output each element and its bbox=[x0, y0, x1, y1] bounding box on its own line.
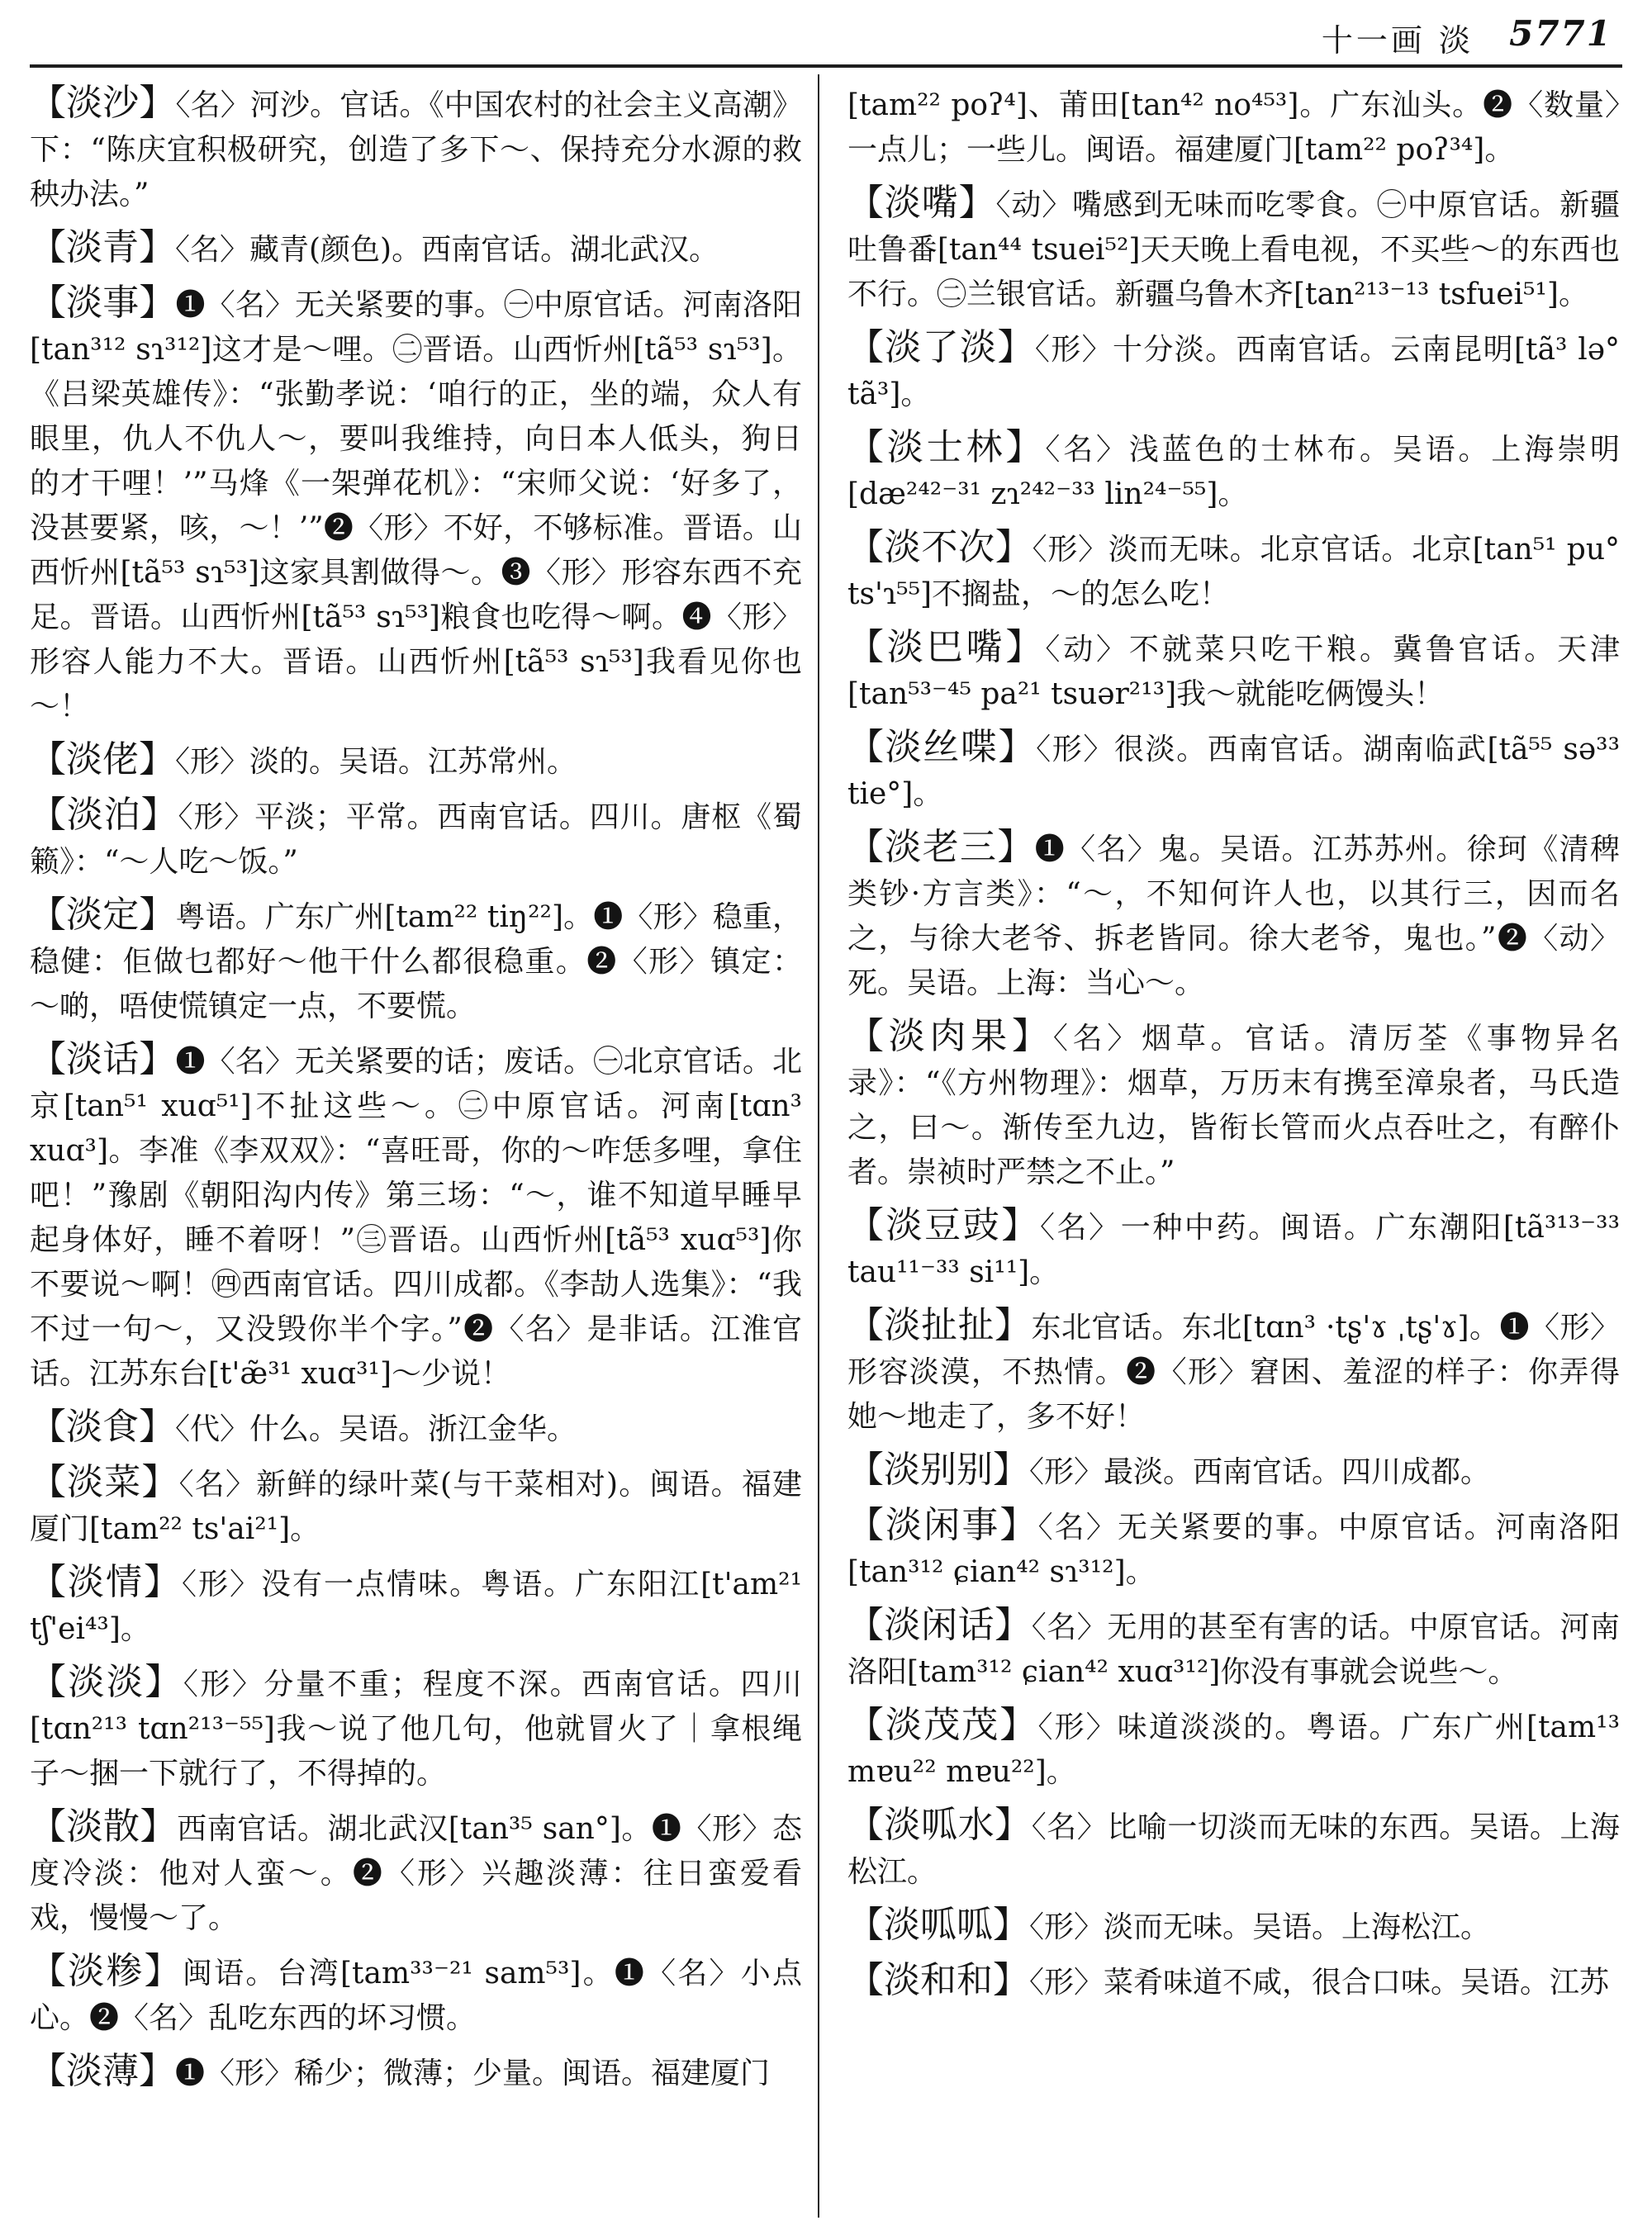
entry-headword: 【淡薄】 bbox=[30, 2050, 175, 2092]
dictionary-entry bbox=[847, 625, 1620, 717]
dictionary-entry bbox=[30, 281, 802, 729]
entry-definition: 〈形〉淡而无味。北京官话。北京[tan⁵¹ pu° ts'ɿ⁵⁵]不搁盐，～的怎么吃！ bbox=[847, 533, 1620, 611]
entry-definition: 〈代〉什么。吴语。浙江金华。 bbox=[175, 1412, 577, 1446]
entry-definition: 东北官话。东北[tɑn³ ·tʂ'ɤ ˌtʂ'ɤ]。❶〈形〉形容淡漠，不热情。❷〈形〉窘困、羞涩的样子：你弄得她～地走了，多不好！ bbox=[847, 1311, 1620, 1434]
entry-definition: 〈形〉味道淡淡的。粤语。广东广州[tam¹³ mɐu²² mɐu²²]。 bbox=[847, 1710, 1620, 1789]
entry-headword: 【淡菜】 bbox=[30, 1461, 179, 1503]
entry-headword: 【淡肉果】 bbox=[847, 1015, 1053, 1057]
entry-definition: 〈形〉分量不重；程度不深。西南官话。四川[tɑn²¹³ tɑn²¹³⁻⁵⁵]我～说了他几句，他就冒火了｜拿根绳子～捆一下就行了，不得掉的。 bbox=[30, 1668, 802, 1791]
entry-definition: ❶〈名〉无关紧要的话；废话。㊀北京官话。北京[tan⁵¹ xuɑ⁵¹]不扯这些～。㊁中原官话。河南[tɑn³ xuɑ³]。李准《李双双》：“喜旺哥，你的～咋恁多哩，拿住吧！”豫剧《朝阳沟内传》第三场：“～，谁不知道早睡早起身体好，睡不着呀！”㊂晋语。山西忻州[tã⁵³ xuɑ⁵³]你不要说～啊！㊃西南官话。四川成都。《李劼人选集》：“我不过一句～，又没毁你半个字。”❷〈名〉是非话。江淮官话。江苏东台[t'æ̃³¹ xuɑ³¹]～少说！ bbox=[30, 1045, 802, 1391]
entry-headword: 【淡不次】 bbox=[847, 526, 1032, 568]
dictionary-entry bbox=[847, 825, 1620, 1006]
entry-definition: 〈形〉很淡。西南官话。湖南临武[tã⁵⁵ sə³³ tie°]。 bbox=[847, 733, 1620, 811]
entry-definition: 〈名〉烟草。官话。清厉荃《事物异名录》：“《方州物理》：烟草，万历末有携至漳泉者，马氏造之，曰～。渐传至九边，皆衔长管而火点吞吐之，有醉仆者。崇祯时严禁之不止。” bbox=[847, 1022, 1620, 1189]
entry-definition: 〈动〉不就菜只吃干粮。冀鲁官话。天津[tan⁵³⁻⁴⁵ pa²¹ tsuər²¹³]我～就能吃俩馒头！ bbox=[847, 633, 1620, 711]
entry-headword: 【淡呱水】 bbox=[847, 1804, 1032, 1846]
entry-headword: 【淡了淡】 bbox=[847, 326, 1035, 368]
dictionary-entry bbox=[847, 1958, 1620, 2005]
dictionary-entry bbox=[30, 1037, 802, 1397]
entry-headword: 【淡青】 bbox=[30, 226, 175, 268]
entry-headword: 【淡散】 bbox=[30, 1805, 178, 1848]
dictionary-entry bbox=[847, 1803, 1620, 1895]
dictionary-entry bbox=[847, 181, 1620, 317]
right-column bbox=[847, 81, 1620, 2216]
dictionary-entry bbox=[30, 738, 802, 785]
entry-headword: 【淡食】 bbox=[30, 1406, 175, 1448]
dictionary-entry bbox=[847, 1014, 1620, 1195]
entry-definition: 〈形〉淡的。吴语。江苏常州。 bbox=[175, 745, 577, 779]
column-divider bbox=[818, 74, 819, 2218]
entry-definition: 粤语。广东广州[tam²² tiŋ²²]。❶〈形〉稳重，稳健：佢做乜都好～他干什么都很稳重。❷〈形〉镇定：～啲，唔使慌镇定一点，不要慌。 bbox=[30, 900, 802, 1023]
entry-definition: ❶〈形〉稀少；微薄；少量。闽语。福建厦门 bbox=[175, 2057, 771, 2090]
dictionary-entry bbox=[847, 1703, 1620, 1795]
dictionary-entry bbox=[847, 325, 1620, 417]
entry-definition: [tam²² poʔ⁴]、莆田[tan⁴² no⁴⁵³]。广东汕头。❷〈数量〉一点儿；一些儿。闽语。福建厦门[tam²² poʔ³⁴]。 bbox=[847, 88, 1620, 167]
dictionary-entry bbox=[30, 1805, 802, 1941]
entry-definition: 西南官话。湖北武汉[tan³⁵ san°]。❶〈形〉态度冷淡：他对人蛮～。❷〈形〉兴趣淡薄：往日蛮爱看戏，慢慢～了。 bbox=[30, 1812, 802, 1935]
left-column bbox=[30, 81, 802, 2216]
entry-definition: 〈名〉新鲜的绿叶菜(与干菜相对)。闽语。福建厦门[tam²² ts'ai²¹]。 bbox=[30, 1468, 802, 1546]
entry-headword: 【淡佬】 bbox=[30, 738, 175, 780]
entry-headword: 【淡呱呱】 bbox=[847, 1904, 1029, 1946]
dictionary-entry bbox=[30, 1949, 802, 2041]
entry-definition: 〈名〉藏青(颜色)。西南官话。湖北武汉。 bbox=[175, 233, 719, 267]
page-header bbox=[30, 0, 1622, 68]
entry-definition: 闽语。台湾[tam³³⁻²¹ sam⁵³]。❶〈名〉小点心。❷〈名〉乱吃东西的坏习惯。 bbox=[30, 1957, 802, 2035]
entry-headword: 【淡豆豉】 bbox=[847, 1204, 1040, 1246]
entry-headword: 【淡别别】 bbox=[847, 1449, 1029, 1491]
entry-definition: 〈名〉浅蓝色的士林布。吴语。上海崇明[dæ²⁴²⁻³¹ zɿ²⁴²⁻³³ lin²⁴⁻⁵⁵]。 bbox=[847, 433, 1620, 511]
dictionary-entry bbox=[847, 1503, 1620, 1595]
dictionary-entry bbox=[847, 1903, 1620, 1950]
dictionary-entry bbox=[30, 893, 802, 1029]
dictionary-entry bbox=[30, 2049, 802, 2096]
entry-definition: 〈形〉最淡。西南官话。四川成都。 bbox=[1029, 1455, 1491, 1489]
dictionary-entry bbox=[30, 1660, 802, 1796]
dictionary-entry bbox=[30, 1405, 802, 1452]
entry-headword: 【淡闲事】 bbox=[847, 1504, 1038, 1546]
dictionary-entry bbox=[30, 793, 802, 885]
dictionary-entry bbox=[847, 425, 1620, 517]
entry-headword: 【淡嘴】 bbox=[847, 182, 996, 224]
entry-headword: 【淡定】 bbox=[30, 894, 176, 936]
dictionary-entry bbox=[30, 1460, 802, 1552]
dictionary-entry bbox=[30, 1560, 802, 1652]
entry-definition: 〈形〉十分淡。西南官话。云南昆明[tã³ lə° tã³]。 bbox=[847, 333, 1620, 411]
entry-definition: 〈形〉淡而无味。吴语。上海松江。 bbox=[1029, 1910, 1491, 1944]
entry-definition: 〈名〉无用的甚至有害的话。中原官话。河南洛阳[tam³¹² ɕian⁴² xuɑ³¹²]你没有事就会说些～。 bbox=[847, 1611, 1620, 1689]
entry-definition: 〈形〉平淡；平常。西南官话。四川。唐枢《蜀籁》：“～人吃～饭。” bbox=[30, 800, 802, 879]
dictionary-entry bbox=[847, 525, 1620, 617]
entry-headword: 【淡扯扯】 bbox=[847, 1304, 1032, 1346]
entry-headword: 【淡和和】 bbox=[847, 1959, 1029, 2001]
entry-definition: ❶〈名〉鬼。吴语。江苏苏州。徐珂《清稗类钞·方言类》：“～，不知何许人也，以其行三，因而名之，与徐大老爷、拆老皆同。徐大老爷，鬼也。”❷〈动〉死。吴语。上海：当心～。 bbox=[847, 833, 1620, 1000]
entry-definition: 〈名〉无关紧要的事。中原官话。河南洛阳[tan³¹² ɕian⁴² sɿ³¹²]。 bbox=[847, 1511, 1620, 1589]
entry-headword: 【淡丝喋】 bbox=[847, 726, 1037, 768]
entry-definition: 〈形〉没有一点情味。粤语。广东阳江[t'am²¹ tʃ'ei⁴³]。 bbox=[30, 1568, 802, 1646]
dictionary-entry bbox=[30, 225, 802, 273]
entry-headword: 【淡闲话】 bbox=[847, 1604, 1032, 1646]
entry-headword: 【淡士林】 bbox=[847, 426, 1046, 468]
dictionary-entry bbox=[847, 1603, 1620, 1695]
dictionary-entry bbox=[847, 1303, 1620, 1440]
dictionary-entry bbox=[847, 81, 1620, 173]
entry-headword: 【淡沙】 bbox=[30, 82, 176, 124]
entry-headword: 【淡泊】 bbox=[30, 794, 178, 836]
entry-headword: 【淡茂茂】 bbox=[847, 1704, 1038, 1746]
entry-headword: 【淡老三】 bbox=[847, 826, 1035, 868]
entry-definition: 〈名〉河沙。官话。《中国农村的社会主义高潮》下：“陈庆宜积极研究，创造了多下～、保持充分水源的救秧办法。” bbox=[30, 88, 802, 211]
entry-headword: 【淡情】 bbox=[30, 1561, 183, 1603]
entry-definition: 〈名〉比喻一切淡而无味的东西。吴语。上海松江。 bbox=[847, 1810, 1620, 1889]
entry-headword: 【淡事】 bbox=[30, 282, 176, 324]
entry-definition: 〈动〉嘴感到无味而吃零食。㊀中原官话。新疆吐鲁番[tan⁴⁴ tsuei⁵²]天天晚上看电视，不买些～的东西也不行。㊁兰银官话。新疆乌鲁木齐[tan²¹³⁻¹³ tsfuei⁵¹]。 bbox=[847, 188, 1620, 311]
dictionary-entry bbox=[847, 725, 1620, 817]
dictionary-entry bbox=[30, 81, 802, 217]
page-number: 5771 bbox=[1509, 13, 1612, 54]
entry-definition: 〈名〉一种中药。闽语。广东潮阳[tã³¹³⁻³³ tau¹¹⁻³³ si¹¹]。 bbox=[847, 1211, 1620, 1289]
entry-definition: ❶〈名〉无关紧要的事。㊀中原官话。河南洛阳[tan³¹² sɿ³¹²]这才是～哩。㊁晋语。山西忻州[tã⁵³ sɿ⁵³]。《吕梁英雄传》：“张勤孝说：‘咱行的正，坐的端，众人有眼里，仇人不仇人～，要叫我维持，向日本人低头，狗日的才干哩！’”马烽《一架弹花机》：“宋师父说：‘好多了，没甚要紧，咳，～！’”❷〈形〉不好，不够标准。晋语。山西忻州[tã⁵³ sɿ⁵³]这家具割做得～。❸〈形〉形容东西不充足。晋语。山西忻州[tã⁵³ sɿ⁵³]粮食也吃得～啊。❹〈形〉形容人能力不大。晋语。山西忻州[tã⁵³ sɿ⁵³]我看见你也～！ bbox=[30, 288, 802, 724]
dictionary-entry bbox=[847, 1448, 1620, 1495]
dictionary-entry bbox=[847, 1203, 1620, 1295]
entry-headword: 【淡糁】 bbox=[30, 1950, 183, 1992]
section-heading: 十一画 淡 bbox=[1321, 22, 1474, 59]
entry-definition: 〈形〉菜肴味道不咸，很合口味。吴语。江苏 bbox=[1029, 1966, 1610, 2000]
entry-headword: 【淡巴嘴】 bbox=[847, 626, 1046, 668]
entry-headword: 【淡话】 bbox=[30, 1038, 176, 1080]
entry-headword: 【淡淡】 bbox=[30, 1661, 183, 1703]
